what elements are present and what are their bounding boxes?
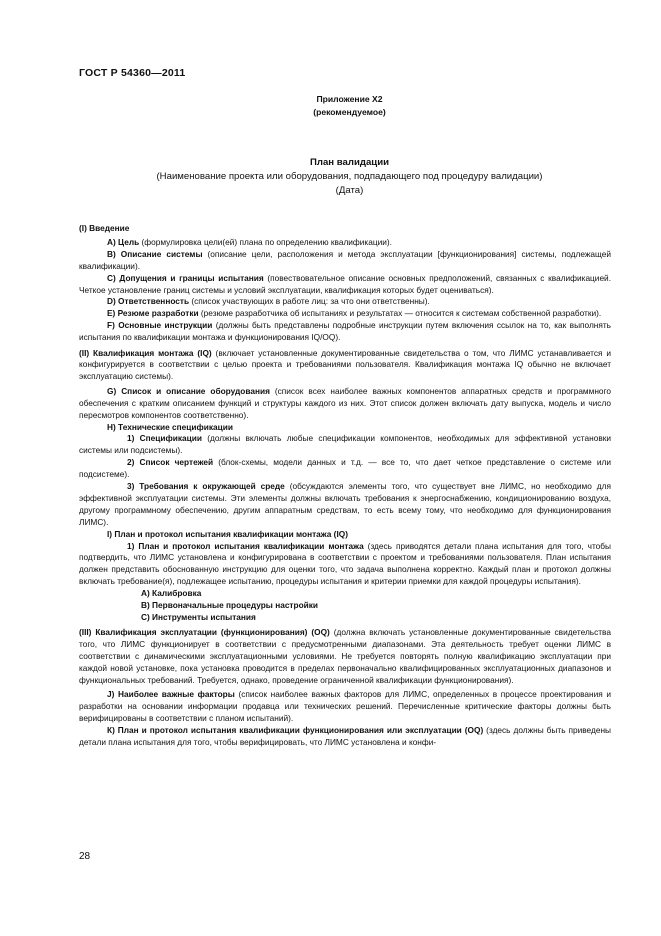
plan-title: План валидации [309, 157, 389, 168]
paragraph-h2: 2) Список чертежей (блок-схемы, модели данных и т.д. — все то, что дает четкое представление о системе или подсистеме). [79, 457, 612, 480]
annex-status: (рекомендуемое) [313, 107, 386, 117]
page-number: 28 [79, 851, 91, 862]
paragraph-f: F) Основные инструкции (должны быть представлены подробные инструкции путем включения ссылок на то, как выполнять испытания по квалификации монтажа и функционирования IQ/OQ). [79, 320, 611, 343]
paragraph-i: I) План и протокол испытания квалификации монтажа (IQ) [107, 528, 348, 539]
document-body [79, 219, 611, 749]
annex-title: Приложение Х2 [316, 94, 383, 104]
paragraph-c: С) Допущения и границы испытания (повествовательное описание основных предположений, связанных с квалификацией. Четкое установление границ системы и условий эксплуатации, квалификация которых будет оцениваться). [79, 272, 611, 295]
paragraph-j: J) Наиболее важные факторы (список наиболее важных факторов для ЛИМС, определенных в процессе проектирования и разработки на основании информации продавца или технических решений. Перечисленные критические факторы должны быть верифицированы в соответствии с планом испытаний). [79, 689, 611, 724]
plan-date: (Дата) [335, 185, 364, 196]
paragraph-h3: 3) Требования к окружающей среде (обсуждаются элементы того, что существует вне ЛИМС, но необходимо для эффективной эксплуатации системы. Эти элементы должны включать требования к энергоснабжению, кондиционированию воздуха, другому программному обеспечению, другим аппаратным средствам, то есть всему тому, что необходимо для функционирования ЛИМС). [79, 481, 611, 527]
list-item-calibration: А) Калибровка [141, 588, 202, 599]
annex-heading [0, 93, 661, 119]
paragraph-h: Н) Технические спецификации [107, 421, 233, 432]
paragraph-d: D) Ответственность (список участвующих в работе лиц: за что они ответственны). [107, 296, 430, 307]
paragraph-a: А) Цель (формулировка цели(ей) плана по определению квалификации). [107, 236, 392, 247]
standard-id: ГОСТ Р 54360—2011 [79, 67, 186, 79]
plan-subtitle: (Наименование проекта или оборудования, подпадающего под процедуру валидации) [156, 171, 543, 182]
paragraph-h1: 1) Спецификации (должны включать любые спецификации компонентов, необходимых для эффективной установки системы или подсистемы). [79, 433, 611, 456]
section-3-heading: (III) Квалификация эксплуатации (функционирования) (OQ) (должна включать установленные документированные свидетельства того, что ЛИМС функционирует в соответствии с предусмотренными диапазонами. Эта деятельность требует оценки ЛИМС в соответствии с динамическими эксплуатационными условиями. Не требуется повторять полную квалификацию эксплуатации при каждой новой установке, пока установка проводится в пределах первоначально квалифицированных эксплуатационных диапазонов и функциональных требований. Требуется, однако, проведение ограниченной квалификации функционирования). [79, 627, 611, 686]
paragraph-b: В) Описание системы (описание цели, расположения и метода эксплуатации [функционирования] системы, подлежащей квалификации). [79, 248, 611, 271]
paragraph-i1: 1) План и протокол испытания квалификации монтажа (здесь приводятся детали плана испытания для того, чтобы подтвердить, что ЛИМС установлена и конфигурирована в соответствии с проектом и требованиями пользователя. План испытания должен представить обоснованную инструкцию для оценки того, что задача выполнена корректно. Каждый план и протокол должны включать требование(я), подлежащее испытанию, процедуры испытания и критерии приемки для каждой процедуры испытания). [79, 540, 611, 587]
paragraph-e: Е) Резюме разработки (резюме разработчика об испытаниях и результатах — относится к системам собственной разработки). [107, 308, 602, 319]
paragraph-k: К) План и протокол испытания квалификации функционирования или эксплуатации (OQ) (здесь должны быть приведены детали плана испытания для того, чтобы верифицировать, что ЛИМС установлена и конфи- [79, 725, 611, 748]
section-1-heading: (I) Введение [79, 222, 130, 233]
list-item-tools: С) Инструменты испытания [141, 612, 256, 622]
plan-title-block [0, 156, 661, 198]
paragraph-g: G) Список и описание оборудования (список всех наиболее важных компонентов аппаратных средств и программного обеспечения с кратким описанием функций и структуры каждого из них. Этот список должен включать дату выпуска, модель и число пересмотров компонентов соответственно). [79, 385, 611, 420]
section-2-heading: (II) Квалификация монтажа (IQ) (включает установленные документированные свидетельства о том, что ЛИМС устанавливается и конфигурируется в соответствии с целью проекта и требованиями пользователя. Квалификация монтажа IQ обычно не включает эксплуатацию системы). [79, 347, 611, 382]
list-item-setup: В) Первоначальные процедуры настройки [141, 600, 318, 611]
